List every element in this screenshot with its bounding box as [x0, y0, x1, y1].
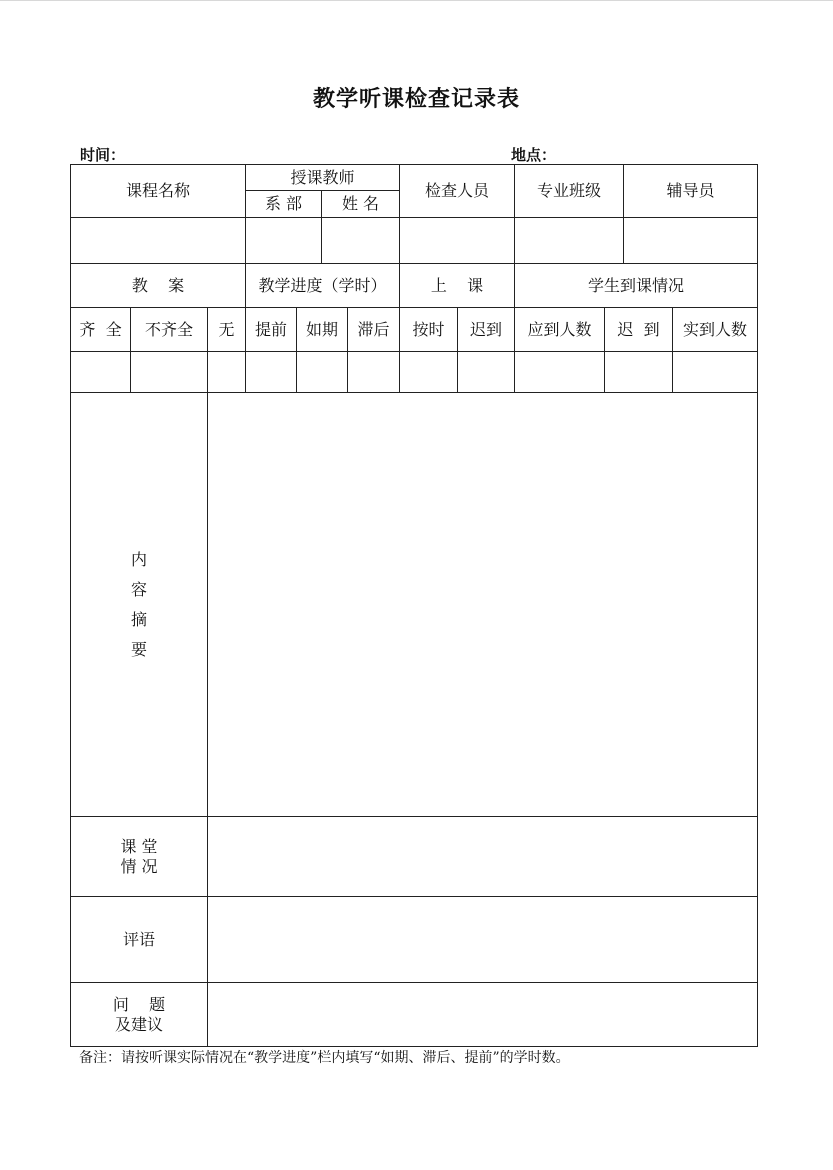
department-field[interactable]: [246, 218, 321, 263]
footnote: 备注：请按听课实际情况在“教学进度”栏内填写“如期、滞后、提前”的学时数。: [79, 1050, 570, 1066]
classroom-label: [71, 817, 207, 896]
header-course-name: 课程名称: [125, 181, 190, 200]
none-field[interactable]: [208, 352, 245, 392]
on-schedule-field[interactable]: [297, 352, 347, 392]
summary-field[interactable]: [208, 393, 757, 816]
issues-field[interactable]: [208, 983, 757, 1046]
issues-label: [71, 983, 207, 1046]
issues-line-2: 及建议: [114, 1014, 163, 1034]
header-actual: 实到人数: [682, 319, 747, 339]
summary-label: [71, 393, 207, 816]
behind-field[interactable]: [348, 352, 399, 392]
header-late: 迟到: [469, 319, 502, 339]
comment-label: 评语: [122, 929, 155, 949]
major-class-field[interactable]: [515, 218, 623, 263]
late-field[interactable]: [458, 352, 514, 392]
complete-field[interactable]: [71, 352, 130, 392]
header-none: 无: [218, 319, 235, 339]
summary-char-4: 要: [130, 639, 147, 659]
ahead-field[interactable]: [246, 352, 296, 392]
header-teacher-name: 姓 名: [341, 194, 380, 213]
place-label: 地点：: [511, 146, 557, 164]
header-complete: 齐 全: [79, 319, 122, 339]
actual-field[interactable]: [673, 352, 757, 392]
header-behind: 滞后: [357, 319, 390, 339]
summary-char-2: 容: [130, 579, 147, 599]
summary-char-3: 摘: [130, 609, 147, 629]
header-inspector: 检查人员: [424, 181, 489, 200]
classroom-line-2: 情 况: [120, 856, 158, 876]
header-expected: 应到人数: [527, 319, 592, 339]
header-ahead: 提前: [254, 319, 287, 339]
header-on-schedule: 如期: [305, 319, 338, 339]
late-students-field[interactable]: [605, 352, 672, 392]
incomplete-field[interactable]: [131, 352, 207, 392]
header-department: 系 部: [264, 194, 303, 213]
tutor-field[interactable]: [624, 218, 757, 263]
course-name-field[interactable]: [71, 218, 245, 263]
header-progress: 教学进度（学时）: [258, 275, 387, 295]
on-time-field[interactable]: [400, 352, 457, 392]
inspector-field[interactable]: [400, 218, 514, 263]
expected-field[interactable]: [515, 352, 604, 392]
header-attendance: 学生到课情况: [587, 275, 684, 295]
header-teacher: 授课教师: [290, 167, 355, 187]
header-tutor: 辅导员: [666, 181, 715, 200]
header-major-class: 专业班级: [536, 181, 601, 200]
header-class-start: 上 课: [430, 275, 484, 295]
header-incomplete: 不齐全: [144, 319, 193, 339]
issues-line-1: 问 题: [112, 994, 166, 1014]
summary-char-1: 内: [130, 549, 147, 569]
header-lesson-plan: 教 案: [131, 275, 185, 295]
header-late-students: 迟 到: [617, 319, 660, 339]
teacher-name-field[interactable]: [322, 218, 399, 263]
comment-field[interactable]: [208, 897, 757, 982]
page-title: 教学听课检查记录表: [312, 87, 520, 112]
time-label: 时间：: [80, 146, 126, 164]
classroom-line-1: 课 堂: [120, 836, 158, 856]
header-on-time: 按时: [412, 319, 445, 339]
classroom-field[interactable]: [208, 817, 757, 896]
